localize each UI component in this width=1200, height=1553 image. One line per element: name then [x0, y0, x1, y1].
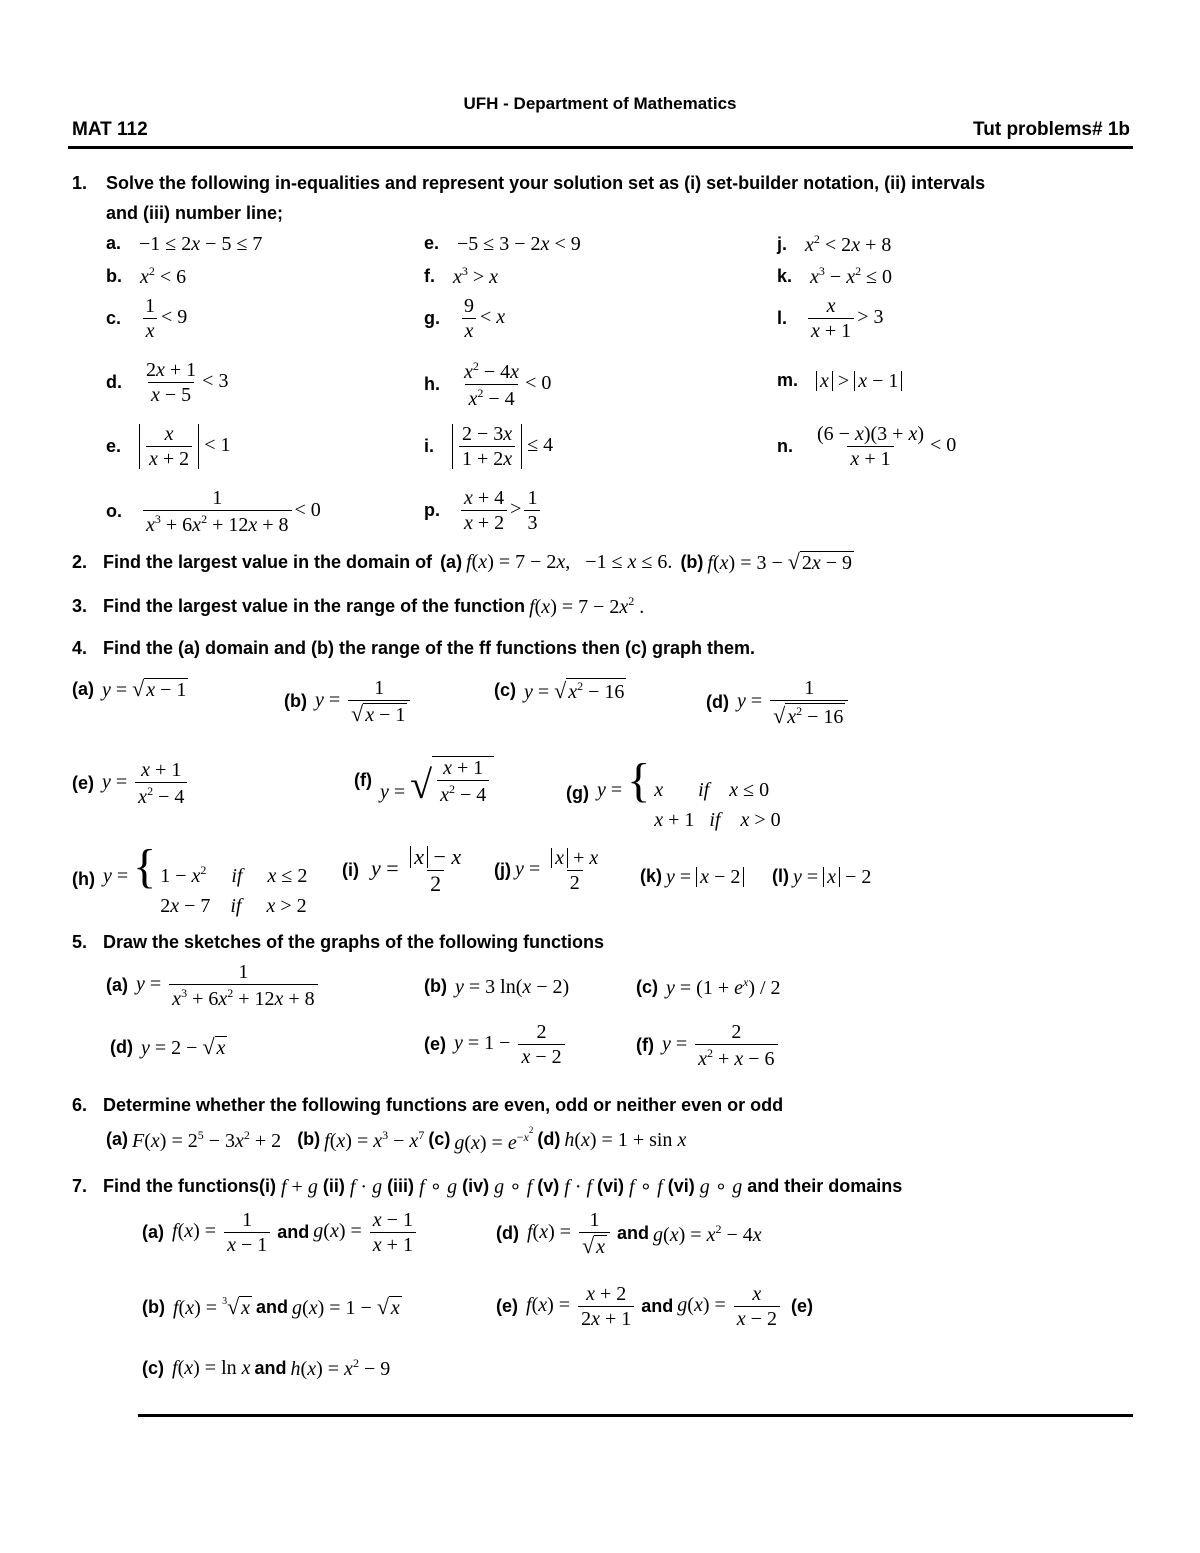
header-rule [68, 146, 1133, 149]
q1-item-e1: e. $\frac{x}{x + 2}$ < 1 [106, 423, 231, 470]
q1-item-c: c. $\frac{1}{x}$ < 9 [106, 295, 188, 342]
q4-part-h: (h) y = { $1 - x^2$ if x ≤ 2 2x − 7 if x > 2 [72, 840, 308, 917]
q4-part-g: (g) y = { x if x ≤ 0 x + 1 if x > 0 [566, 754, 781, 831]
q1-text-line1: Solve the following in-equalities and represent your solution set as (i) set-builder notation, (ii) intervals [106, 173, 986, 193]
q1-number: 1. [72, 173, 88, 193]
q1-item-o: o. $\frac{1}{x^3 + 6x^2 + 12x + 8}$ < 0 [106, 487, 321, 536]
q1-item-n: n. $\frac{(6 - x)(3 + x)}{x + 1}$ < 0 [777, 423, 957, 470]
q6-parts: (a) $F(x) = 2^5 - 3x^2 + 2$ (b) $f(x) = x^3 - x^7$ (c) $g(x) = e^{-x^2}$ (d) h(x) = 1 + sin x [106, 1125, 687, 1154]
q1-text-line2: and (iii) number line; [106, 203, 284, 223]
course-code: MAT 112 [72, 119, 148, 140]
q4-part-j: (j) y = $\frac{x + x}{2}$ [494, 847, 599, 894]
q4: 4. Find the (a) domain and (b) the range of the ff functions then (c) graph them. [72, 638, 755, 658]
q1-item-m: m. x > x − 1 [777, 370, 902, 391]
q5: 5. Draw the sketches of the graphs of the following functions [72, 932, 605, 952]
q1-item-j: j. $x^2 < 2x + 8$ [777, 232, 892, 256]
q5-part-b: (b) y = 3 ln(x − 2) [424, 975, 570, 998]
q6: 6. Determine whether the following functions are even, odd or neither even or odd [72, 1095, 784, 1115]
q1-item-d: d. $\frac{2x + 1}{x - 5}$ < 3 [106, 359, 229, 406]
q4-part-k: (k) y = x − 2 [640, 866, 744, 887]
q7-part-e1: (e) f(x) = $\frac{x + 2}{2x + 1}$ and g(x) = $\frac{x}{x - 2}$ (e) [496, 1283, 813, 1330]
q4-part-d: (d) y = 1 √ $x^2 - 16$ [706, 678, 851, 727]
q7-part-b: (b) f(x) = $^3$ √ x and g(x) = 1 − √ x [142, 1294, 400, 1319]
q1-item-b: b. $x^2 < 6$ [106, 264, 187, 288]
q5-part-a: (a) y = $\frac{1}{x^3 + 6x^2 + 12x + 8}$ [106, 962, 321, 1009]
q4-part-a: (a) y = √ x − 1 [72, 676, 187, 701]
q4-part-c: (c) y = √ $x^2 - 16$ [494, 678, 625, 703]
q5-part-f: (f) y = $\frac{2}{x^2 + x - 6}$ [636, 1022, 781, 1069]
q2: 2. Find the largest value in the domain of (a) f(x) = 7 − 2x, −1 ≤ x ≤ 6. (b) f(x) = 3 − √ 2x − 9 [72, 549, 853, 574]
q4-part-e: (e) y = $\frac{x + 1}{x^2 - 4}$ [72, 760, 190, 807]
q1-item-p: p. $\frac{x + 4}{x + 2}$ > $\frac{1}{3}$ [424, 488, 543, 533]
q4-part-b: (b) y = 1 √ x − 1 [284, 678, 413, 725]
q7-part-c: (c) f(x) = ln x and $h(x) = x^2 - 9$ [142, 1356, 391, 1380]
q1-item-e2: e. −5 ≤ 3 − 2x < 9 [424, 232, 581, 255]
q1-item-a: a. −1 ≤ 2x − 5 ≤ 7 [106, 232, 263, 255]
q1-item-g: g. $\frac{9}{x}$ < x [424, 295, 506, 342]
tutorial-title: Tut problems# 1b [973, 119, 1130, 140]
q7-part-d: (d) f(x) = 1 √ x and $g(x) = x^2 - 4x$ [496, 1209, 762, 1258]
q1-item-i: i. $\frac{2 - 3x}{1 + 2x}$ ≤ 4 [424, 423, 554, 470]
q5-part-e: (e) y = 1 − $\frac{2}{x - 2}$ [424, 1022, 568, 1067]
q1-item-h: h. $\frac{x^2 - 4x}{x^2 - 4}$ < 0 [424, 359, 552, 410]
q4-part-i: (i) y = $\frac{x - x}{2}$ [342, 844, 462, 896]
q1-item-l: l. $\frac{x}{x + 1}$ > 3 [777, 295, 884, 342]
q7: 7. Find the functions(i) f + g (ii) f · g (iii) f ∘ g (iv) g ∘ f (v) f · f (vi) f ∘ f (vi) g ∘ g and their domains [72, 1175, 903, 1198]
q4-part-f: (f) y = √ $\frac{x + 1}{x^2 - 4}$ [354, 756, 494, 805]
q3: 3. Find the largest value in the range of the function $f(x) = 7 - 2x^2$ . [72, 594, 645, 618]
footer-rule [138, 1414, 1133, 1417]
department-title: UFH - Department of Mathematics [463, 94, 737, 113]
q5-part-d: (d) y = 2 − √ x [110, 1034, 226, 1059]
q4-part-l: (l) y = x − 2 [772, 865, 872, 888]
q7-part-a: (a) f(x) = $\frac{1}{x - 1}$ and g(x) = $\frac{x - 1}{x + 1}$ [142, 1210, 419, 1255]
q1-item-k: k. $x^3 - x^2 \le 0$ [777, 264, 893, 288]
q5-part-c: (c) $y = (1 + e^x) / 2$ [636, 975, 781, 999]
q1-item-f: f. $x^3 > x$ [424, 264, 499, 288]
